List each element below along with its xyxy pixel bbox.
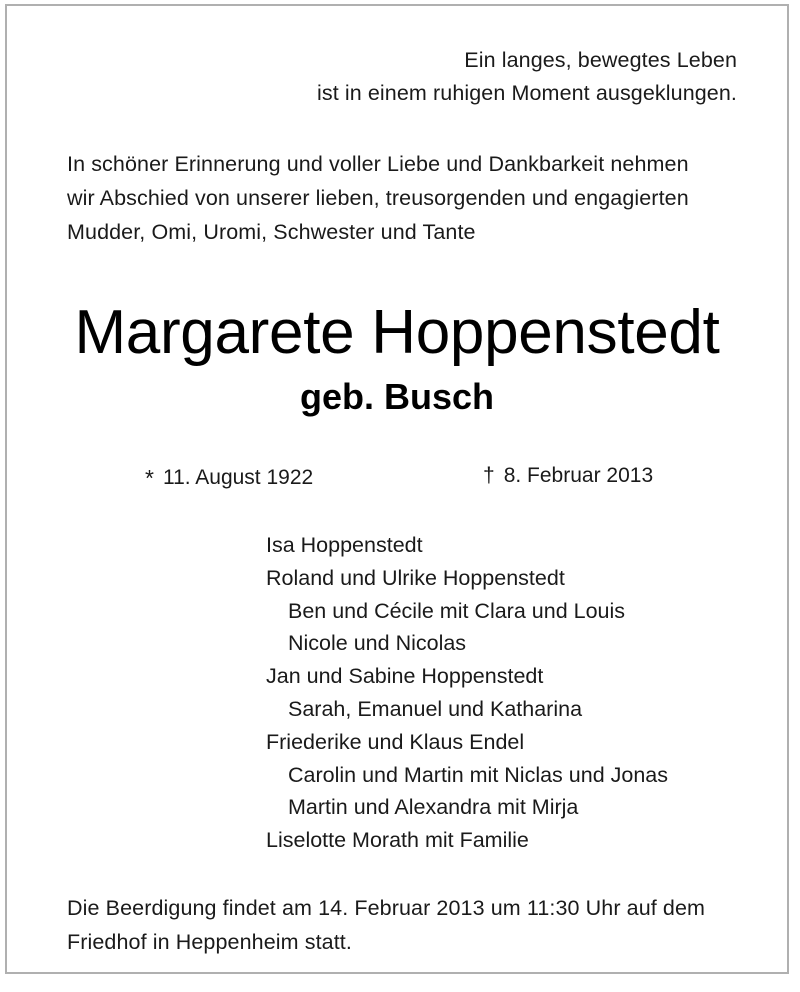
death-date-block bbox=[483, 460, 653, 492]
deceased-maiden-name: geb. Busch bbox=[299, 376, 495, 417]
obituary-sheet bbox=[7, 6, 787, 972]
funeral-line-1: Die Beerdigung findet am 14. Februar 2013 um 11:30 Uhr auf dem bbox=[67, 896, 706, 920]
survivor-line: Roland und Ulrike Hoppenstedt bbox=[266, 565, 565, 590]
deceased-full-name: Margarete Hoppenstedt bbox=[74, 298, 720, 367]
birth-star-icon: * bbox=[145, 465, 154, 491]
birth-date-block bbox=[145, 460, 313, 494]
opening-verse bbox=[47, 44, 737, 110]
funeral-notice-paragraph bbox=[67, 891, 757, 959]
survivor-line: Sarah, Emanuel und Katharina bbox=[288, 696, 583, 721]
verse-line-2: ist in einem ruhigen Moment ausgeklungen. bbox=[316, 81, 737, 105]
survivor-line: Carolin und Martin mit Niclas und Jonas bbox=[288, 762, 668, 787]
funeral-line-2: Friedhof in Heppenheim statt. bbox=[67, 930, 352, 954]
obituary-notice-card bbox=[5, 4, 789, 974]
survivor-line: Isa Hoppenstedt bbox=[266, 533, 423, 557]
survivor-line: Liselotte Morath mit Familie bbox=[266, 828, 529, 853]
survivor-line: Jan und Sabine Hoppenstedt bbox=[266, 664, 544, 689]
survivors-list bbox=[266, 529, 736, 857]
verse-line-1: Ein langes, bewegtes Leben bbox=[464, 48, 737, 72]
intro-line-1: In schöner Erinnerung und voller Liebe und Dankbarkeit nehmen bbox=[67, 152, 689, 176]
survivor-line: Friederike und Klaus Endel bbox=[266, 729, 525, 754]
death-date-text: 8. Februar 2013 bbox=[503, 464, 654, 487]
death-cross-icon: † bbox=[483, 464, 495, 487]
survivor-line: Ben und Cécile mit Clara und Louis bbox=[288, 598, 626, 623]
life-dates-row bbox=[7, 460, 787, 492]
intro-line-2: wir Abschied von unserer lieben, treusorgenden und engagierten bbox=[67, 186, 689, 210]
intro-line-3: Mudder, Omi, Uromi, Schwester und Tante bbox=[67, 220, 476, 244]
survivor-line: Martin und Alexandra mit Mirja bbox=[288, 795, 579, 820]
survivor-line: Nicole und Nicolas bbox=[288, 631, 467, 656]
introduction-paragraph bbox=[67, 147, 747, 249]
birth-date-text: 11. August 1922 bbox=[162, 466, 314, 489]
